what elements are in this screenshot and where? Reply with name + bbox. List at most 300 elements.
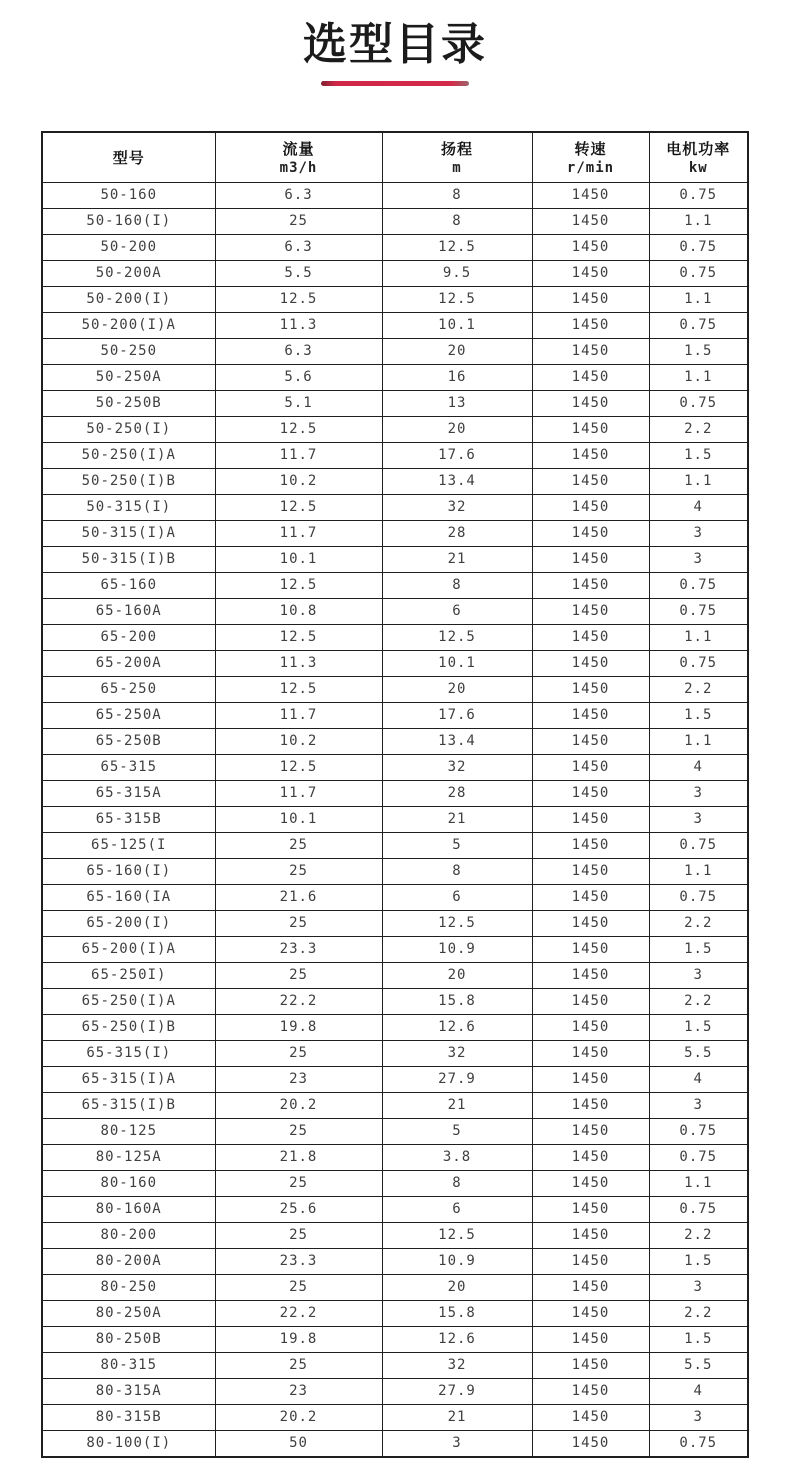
cell-power: 2.2: [649, 417, 748, 443]
cell-head: 28: [382, 781, 532, 807]
cell-head: 12.5: [382, 235, 532, 261]
cell-power: 3: [649, 547, 748, 573]
cell-speed: 1450: [532, 1275, 649, 1301]
cell-model: 50-250B: [42, 391, 215, 417]
cell-flow: 25: [215, 963, 382, 989]
cell-model: 80-160A: [42, 1197, 215, 1223]
cell-power: 0.75: [649, 235, 748, 261]
cell-head: 20: [382, 963, 532, 989]
table-row: [42, 1093, 748, 1119]
cell-flow: 22.2: [215, 989, 382, 1015]
cell-flow: 6.3: [215, 339, 382, 365]
cell-flow: 10.1: [215, 807, 382, 833]
page-title: 选型目录: [303, 19, 487, 70]
column-unit: kw: [688, 160, 708, 177]
cell-speed: 1450: [532, 1197, 649, 1223]
cell-model: 50-200A: [42, 261, 215, 287]
table-row: [42, 1041, 748, 1067]
cell-power: 3: [649, 807, 748, 833]
cell-speed: 1450: [532, 937, 649, 963]
cell-model: 80-200A: [42, 1249, 215, 1275]
cell-speed: 1450: [532, 599, 649, 625]
cell-head: 12.6: [382, 1327, 532, 1353]
cell-speed: 1450: [532, 495, 649, 521]
cell-power: 5.5: [649, 1041, 748, 1067]
cell-head: 12.6: [382, 1015, 532, 1041]
cell-speed: 1450: [532, 911, 649, 937]
cell-head: 13.4: [382, 729, 532, 755]
cell-speed: 1450: [532, 781, 649, 807]
cell-model: 80-250A: [42, 1301, 215, 1327]
cell-speed: 1450: [532, 1093, 649, 1119]
cell-head: 32: [382, 1041, 532, 1067]
cell-flow: 11.3: [215, 313, 382, 339]
cell-speed: 1450: [532, 287, 649, 313]
table-row: [42, 1431, 748, 1458]
cell-head: 12.5: [382, 287, 532, 313]
cell-flow: 25: [215, 859, 382, 885]
table-row: [42, 1145, 748, 1171]
table-header-row: [42, 132, 748, 183]
cell-head: 10.1: [382, 313, 532, 339]
table-row: [42, 469, 748, 495]
cell-flow: 11.7: [215, 703, 382, 729]
table-row: [42, 599, 748, 625]
cell-speed: 1450: [532, 1405, 649, 1431]
cell-speed: 1450: [532, 1327, 649, 1353]
table-row: [42, 1171, 748, 1197]
cell-power: 1.5: [649, 1015, 748, 1041]
cell-speed: 1450: [532, 235, 649, 261]
table-body: [42, 183, 748, 1458]
cell-flow: 23.3: [215, 1249, 382, 1275]
cell-model: 65-160: [42, 573, 215, 599]
cell-model: 65-160(I): [42, 859, 215, 885]
table-row: [42, 183, 748, 209]
cell-power: 0.75: [649, 573, 748, 599]
cell-speed: 1450: [532, 1431, 649, 1458]
table-row: [42, 1249, 748, 1275]
cell-head: 10.1: [382, 651, 532, 677]
cell-model: 65-250: [42, 677, 215, 703]
cell-flow: 50: [215, 1431, 382, 1458]
cell-head: 21: [382, 1405, 532, 1431]
cell-head: 21: [382, 1093, 532, 1119]
cell-model: 50-160(I): [42, 209, 215, 235]
table-row: [42, 755, 748, 781]
cell-speed: 1450: [532, 547, 649, 573]
cell-head: 20: [382, 677, 532, 703]
cell-speed: 1450: [532, 677, 649, 703]
cell-head: 27.9: [382, 1379, 532, 1405]
cell-model: 65-250A: [42, 703, 215, 729]
cell-flow: 25.6: [215, 1197, 382, 1223]
cell-speed: 1450: [532, 1067, 649, 1093]
cell-flow: 23: [215, 1067, 382, 1093]
cell-flow: 22.2: [215, 1301, 382, 1327]
column-header-power: [649, 132, 748, 183]
cell-speed: 1450: [532, 1301, 649, 1327]
table-row: [42, 391, 748, 417]
cell-head: 27.9: [382, 1067, 532, 1093]
cell-speed: 1450: [532, 807, 649, 833]
cell-power: 0.75: [649, 833, 748, 859]
cell-speed: 1450: [532, 183, 649, 209]
cell-power: 0.75: [649, 183, 748, 209]
cell-model: 65-315(I)A: [42, 1067, 215, 1093]
cell-flow: 20.2: [215, 1405, 382, 1431]
cell-flow: 25: [215, 1223, 382, 1249]
cell-flow: 12.5: [215, 495, 382, 521]
cell-flow: 10.2: [215, 469, 382, 495]
cell-power: 1.1: [649, 287, 748, 313]
cell-head: 17.6: [382, 443, 532, 469]
cell-flow: 21.8: [215, 1145, 382, 1171]
table-row: [42, 495, 748, 521]
cell-power: 0.75: [649, 261, 748, 287]
cell-flow: 25: [215, 1275, 382, 1301]
column-header-head: [382, 132, 532, 183]
table-row: [42, 989, 748, 1015]
cell-model: 65-250I): [42, 963, 215, 989]
cell-power: 0.75: [649, 651, 748, 677]
cell-power: 2.2: [649, 911, 748, 937]
table-row: [42, 1015, 748, 1041]
cell-head: 20: [382, 339, 532, 365]
cell-speed: 1450: [532, 313, 649, 339]
table-row: [42, 521, 748, 547]
cell-head: 10.9: [382, 1249, 532, 1275]
table-row: [42, 313, 748, 339]
cell-speed: 1450: [532, 729, 649, 755]
cell-speed: 1450: [532, 391, 649, 417]
cell-model: 50-250(I): [42, 417, 215, 443]
cell-flow: 11.3: [215, 651, 382, 677]
cell-speed: 1450: [532, 1145, 649, 1171]
cell-power: 1.5: [649, 443, 748, 469]
cell-power: 4: [649, 1067, 748, 1093]
table-row: [42, 1275, 748, 1301]
cell-model: 50-250(I)B: [42, 469, 215, 495]
cell-model: 65-315: [42, 755, 215, 781]
cell-speed: 1450: [532, 573, 649, 599]
cell-head: 32: [382, 1353, 532, 1379]
cell-power: 1.5: [649, 703, 748, 729]
table-row: [42, 443, 748, 469]
cell-head: 12.5: [382, 1223, 532, 1249]
cell-head: 13: [382, 391, 532, 417]
cell-speed: 1450: [532, 1249, 649, 1275]
cell-power: 3: [649, 521, 748, 547]
cell-power: 1.1: [649, 469, 748, 495]
cell-power: 1.1: [649, 625, 748, 651]
cell-speed: 1450: [532, 703, 649, 729]
table-row: [42, 209, 748, 235]
table-row: [42, 833, 748, 859]
table-row: [42, 1353, 748, 1379]
cell-speed: 1450: [532, 1223, 649, 1249]
cell-flow: 25: [215, 1041, 382, 1067]
table-row: [42, 781, 748, 807]
cell-head: 3: [382, 1431, 532, 1458]
cell-power: 5.5: [649, 1353, 748, 1379]
cell-power: 4: [649, 495, 748, 521]
table-row: [42, 547, 748, 573]
table-row: [42, 703, 748, 729]
cell-flow: 25: [215, 209, 382, 235]
cell-flow: 25: [215, 1119, 382, 1145]
cell-flow: 19.8: [215, 1015, 382, 1041]
column-unit: m3/h: [279, 160, 318, 177]
cell-model: 80-315: [42, 1353, 215, 1379]
cell-model: 50-315(I)B: [42, 547, 215, 573]
cell-model: 50-315(I): [42, 495, 215, 521]
table-row: [42, 807, 748, 833]
cell-head: 6: [382, 885, 532, 911]
cell-head: 21: [382, 807, 532, 833]
cell-head: 5: [382, 1119, 532, 1145]
cell-flow: 5.6: [215, 365, 382, 391]
column-header-speed: [532, 132, 649, 183]
cell-power: 2.2: [649, 1223, 748, 1249]
cell-power: 0.75: [649, 599, 748, 625]
cell-model: 65-250B: [42, 729, 215, 755]
cell-speed: 1450: [532, 469, 649, 495]
cell-head: 15.8: [382, 1301, 532, 1327]
cell-power: 0.75: [649, 1197, 748, 1223]
cell-speed: 1450: [532, 521, 649, 547]
cell-flow: 11.7: [215, 521, 382, 547]
cell-model: 65-315(I)B: [42, 1093, 215, 1119]
cell-speed: 1450: [532, 651, 649, 677]
cell-speed: 1450: [532, 833, 649, 859]
cell-head: 5: [382, 833, 532, 859]
table-row: [42, 261, 748, 287]
cell-flow: 10.2: [215, 729, 382, 755]
cell-speed: 1450: [532, 755, 649, 781]
cell-speed: 1450: [532, 1119, 649, 1145]
cell-speed: 1450: [532, 261, 649, 287]
cell-model: 65-250(I)B: [42, 1015, 215, 1041]
cell-flow: 20.2: [215, 1093, 382, 1119]
cell-power: 0.75: [649, 1119, 748, 1145]
cell-model: 80-315B: [42, 1405, 215, 1431]
cell-model: 65-200: [42, 625, 215, 651]
table-row: [42, 1405, 748, 1431]
cell-head: 8: [382, 183, 532, 209]
cell-power: 3: [649, 781, 748, 807]
column-header-model: [42, 132, 215, 183]
cell-head: 3.8: [382, 1145, 532, 1171]
table-row: [42, 235, 748, 261]
column-label: 型号: [112, 148, 145, 167]
cell-flow: 12.5: [215, 417, 382, 443]
cell-flow: 12.5: [215, 287, 382, 313]
table-row: [42, 729, 748, 755]
cell-model: 80-315A: [42, 1379, 215, 1405]
cell-flow: 12.5: [215, 755, 382, 781]
selection-table: [41, 131, 749, 1459]
cell-model: 80-125: [42, 1119, 215, 1145]
cell-model: 50-250: [42, 339, 215, 365]
cell-speed: 1450: [532, 1171, 649, 1197]
table-row: [42, 287, 748, 313]
cell-flow: 6.3: [215, 235, 382, 261]
table-row: [42, 1301, 748, 1327]
cell-head: 6: [382, 1197, 532, 1223]
column-label: 流量: [282, 140, 315, 159]
table-row: [42, 1067, 748, 1093]
cell-model: 80-250: [42, 1275, 215, 1301]
table-row: [42, 911, 748, 937]
cell-model: 50-200: [42, 235, 215, 261]
cell-power: 1.1: [649, 1171, 748, 1197]
cell-speed: 1450: [532, 417, 649, 443]
cell-flow: 19.8: [215, 1327, 382, 1353]
cell-flow: 5.1: [215, 391, 382, 417]
cell-model: 50-200(I): [42, 287, 215, 313]
column-label: 电机功率: [666, 140, 731, 159]
cell-head: 8: [382, 209, 532, 235]
cell-flow: 10.1: [215, 547, 382, 573]
cell-model: 50-160: [42, 183, 215, 209]
table-row: [42, 1119, 748, 1145]
cell-flow: 5.5: [215, 261, 382, 287]
cell-flow: 25: [215, 833, 382, 859]
cell-head: 32: [382, 495, 532, 521]
cell-model: 80-200: [42, 1223, 215, 1249]
cell-flow: 25: [215, 1171, 382, 1197]
table-row: [42, 1223, 748, 1249]
cell-power: 1.1: [649, 365, 748, 391]
table-row: [42, 1197, 748, 1223]
column-unit: r/min: [566, 160, 615, 177]
table-row: [42, 677, 748, 703]
table-row: [42, 1379, 748, 1405]
cell-model: 65-160(IA: [42, 885, 215, 911]
cell-power: 1.5: [649, 937, 748, 963]
cell-speed: 1450: [532, 1015, 649, 1041]
cell-speed: 1450: [532, 885, 649, 911]
table-row: [42, 625, 748, 651]
cell-head: 20: [382, 417, 532, 443]
cell-model: 50-250(I)A: [42, 443, 215, 469]
cell-power: 4: [649, 1379, 748, 1405]
cell-head: 9.5: [382, 261, 532, 287]
cell-power: 0.75: [649, 313, 748, 339]
cell-head: 6: [382, 599, 532, 625]
cell-power: 2.2: [649, 989, 748, 1015]
cell-flow: 25: [215, 1353, 382, 1379]
cell-power: 3: [649, 963, 748, 989]
cell-model: 65-200A: [42, 651, 215, 677]
cell-speed: 1450: [532, 209, 649, 235]
cell-power: 3: [649, 1275, 748, 1301]
cell-head: 12.5: [382, 625, 532, 651]
cell-speed: 1450: [532, 625, 649, 651]
cell-model: 80-100(I): [42, 1431, 215, 1458]
cell-power: 1.1: [649, 859, 748, 885]
cell-model: 80-160: [42, 1171, 215, 1197]
cell-model: 65-250(I)A: [42, 989, 215, 1015]
cell-model: 65-200(I)A: [42, 937, 215, 963]
cell-speed: 1450: [532, 963, 649, 989]
cell-speed: 1450: [532, 365, 649, 391]
cell-speed: 1450: [532, 339, 649, 365]
cell-flow: 12.5: [215, 625, 382, 651]
cell-head: 21: [382, 547, 532, 573]
cell-head: 32: [382, 755, 532, 781]
cell-speed: 1450: [532, 989, 649, 1015]
table-header: [42, 132, 748, 183]
table-row: [42, 1327, 748, 1353]
column-label: 扬程: [440, 140, 473, 159]
column-unit: m: [452, 160, 462, 177]
table-row: [42, 885, 748, 911]
cell-flow: 11.7: [215, 443, 382, 469]
cell-flow: 12.5: [215, 573, 382, 599]
cell-power: 0.75: [649, 391, 748, 417]
cell-model: 50-315(I)A: [42, 521, 215, 547]
cell-power: 1.5: [649, 339, 748, 365]
table-row: [42, 937, 748, 963]
cell-model: 65-160A: [42, 599, 215, 625]
cell-flow: 25: [215, 911, 382, 937]
cell-speed: 1450: [532, 1041, 649, 1067]
cell-head: 8: [382, 859, 532, 885]
cell-head: 10.9: [382, 937, 532, 963]
cell-power: 1.5: [649, 1249, 748, 1275]
cell-speed: 1450: [532, 1353, 649, 1379]
cell-head: 13.4: [382, 469, 532, 495]
cell-flow: 12.5: [215, 677, 382, 703]
cell-power: 2.2: [649, 1301, 748, 1327]
cell-model: 65-315B: [42, 807, 215, 833]
cell-power: 4: [649, 755, 748, 781]
column-label: 转速: [574, 140, 607, 159]
cell-model: 50-200(I)A: [42, 313, 215, 339]
cell-power: 3: [649, 1405, 748, 1431]
table-row: [42, 963, 748, 989]
cell-power: 1.1: [649, 729, 748, 755]
cell-model: 65-315(I): [42, 1041, 215, 1067]
cell-head: 15.8: [382, 989, 532, 1015]
cell-head: 20: [382, 1275, 532, 1301]
cell-power: 1.1: [649, 209, 748, 235]
cell-model: 65-315A: [42, 781, 215, 807]
cell-speed: 1450: [532, 859, 649, 885]
cell-head: 17.6: [382, 703, 532, 729]
cell-head: 28: [382, 521, 532, 547]
cell-flow: 23: [215, 1379, 382, 1405]
table-row: [42, 365, 748, 391]
cell-model: 65-125(I: [42, 833, 215, 859]
column-header-flow: [215, 132, 382, 183]
cell-flow: 6.3: [215, 183, 382, 209]
cell-head: 8: [382, 1171, 532, 1197]
cell-model: 80-125A: [42, 1145, 215, 1171]
cell-model: 50-250A: [42, 365, 215, 391]
cell-power: 0.75: [649, 1145, 748, 1171]
cell-flow: 23.3: [215, 937, 382, 963]
table-row: [42, 859, 748, 885]
table-row: [42, 573, 748, 599]
cell-power: 1.5: [649, 1327, 748, 1353]
cell-power: 0.75: [649, 1431, 748, 1458]
cell-power: 2.2: [649, 677, 748, 703]
title-underline-accent: [321, 81, 469, 86]
table-row: [42, 339, 748, 365]
